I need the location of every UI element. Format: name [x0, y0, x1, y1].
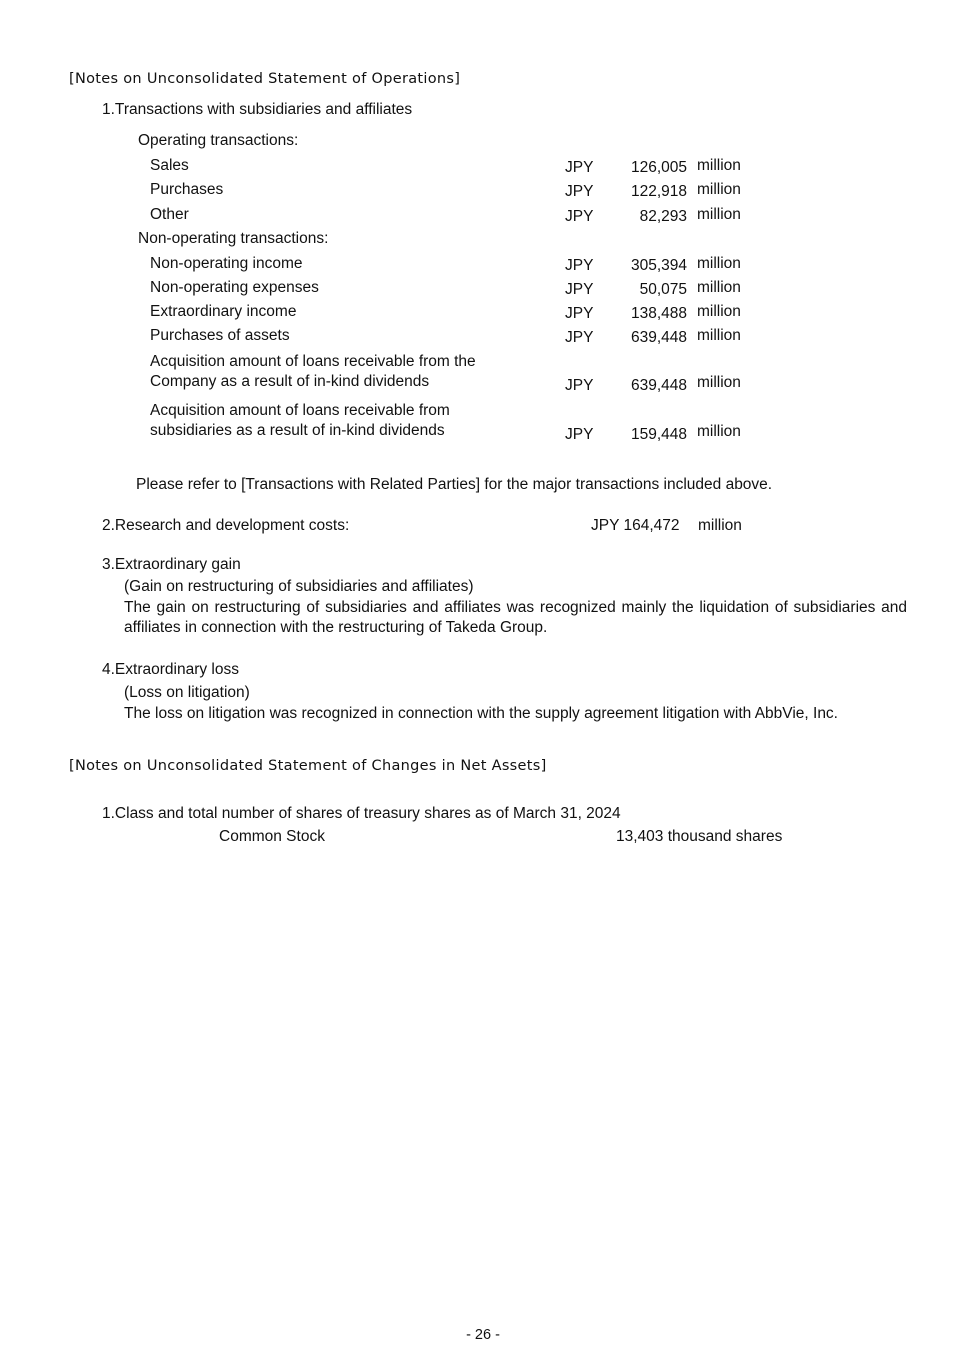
row-amount: 639,448 — [630, 329, 687, 346]
row-amount: 82,293 — [639, 208, 687, 225]
row-amount: 122,918 — [630, 183, 687, 200]
row-currency: JPY — [565, 426, 594, 443]
row-amount: 138,488 — [630, 305, 687, 322]
row-amount: 159,448 — [630, 426, 687, 443]
row-label: Purchases of assets — [150, 327, 290, 344]
row-label-line2: subsidiaries as a result of in-kind dividends — [150, 422, 445, 439]
row-label-line1: Acquisition amount of loans receivable from the — [150, 353, 476, 370]
row-amount: 50,075 — [639, 281, 687, 298]
item2-amount: JPY 164,472 — [591, 517, 680, 534]
row-label: Non-operating income — [150, 255, 303, 272]
row-currency: JPY — [565, 305, 594, 322]
row-currency: JPY — [565, 377, 594, 394]
item1-title: 1.Transactions with subsidiaries and affiliates — [102, 101, 413, 118]
row-unit: million — [697, 279, 741, 296]
row-unit: million — [697, 255, 741, 272]
operating-label: Operating transactions: — [138, 132, 299, 149]
item2-title: 2.Research and development costs: — [102, 517, 350, 534]
row-label-line2: Company as a result of in-kind dividends — [150, 373, 430, 390]
row-amount: 126,005 — [630, 159, 687, 176]
item4-text: The loss on litigation was recognized in connection with the supply agreement litigation with AbbVie, Inc. — [124, 705, 838, 722]
row-unit: million — [697, 206, 741, 223]
row-currency: JPY — [565, 257, 594, 274]
common-stock-label: Common Stock — [219, 828, 325, 845]
row-currency: JPY — [565, 183, 594, 200]
net-assets-heading: [Notes on Unconsolidated Statement of Changes in Net Assets] — [69, 758, 547, 774]
row-unit: million — [697, 303, 741, 320]
item4-title: 4.Extraordinary loss — [102, 661, 239, 678]
row-amount: 639,448 — [630, 377, 687, 394]
row-unit: million — [697, 374, 741, 391]
row-unit: million — [697, 423, 741, 440]
row-label-line1: Acquisition amount of loans receivable from — [150, 402, 450, 419]
row-label: Extraordinary income — [150, 303, 297, 320]
item3-title: 3.Extraordinary gain — [102, 556, 241, 573]
row-currency: JPY — [565, 281, 594, 298]
operations-heading: [Notes on Unconsolidated Statement of Operations] — [69, 71, 461, 87]
row-unit: million — [697, 181, 741, 198]
item2-unit: million — [698, 517, 742, 534]
row-unit: million — [697, 327, 741, 344]
page-number: - 26 - — [466, 1327, 500, 1343]
nonoperating-label: Non-operating transactions: — [138, 230, 329, 247]
refer-note: Please refer to [Transactions with Related Parties] for the major transactions included above. — [136, 476, 773, 493]
row-label: Purchases — [150, 181, 224, 198]
row-label: Sales — [150, 157, 189, 174]
row-amount: 305,394 — [630, 257, 687, 274]
item3-subtitle: (Gain on restructuring of subsidiaries and affiliates) — [124, 578, 474, 595]
row-unit: million — [697, 157, 741, 174]
net-assets-item1-title: 1.Class and total number of shares of treasury shares as of March 31, 2024 — [102, 805, 621, 822]
row-label: Other — [150, 206, 189, 223]
row-currency: JPY — [565, 329, 594, 346]
row-label: Non-operating expenses — [150, 279, 319, 296]
item3-text: The gain on restructuring of subsidiaries and affiliates was recognized mainly the liquidation of subsidiaries and affiliates in connection with the restructuring of Takeda Group. — [124, 599, 907, 636]
item4-subtitle: (Loss on litigation) — [124, 684, 250, 701]
row-currency: JPY — [565, 208, 594, 225]
row-currency: JPY — [565, 159, 594, 176]
common-stock-value: 13,403 thousand shares — [616, 828, 783, 845]
